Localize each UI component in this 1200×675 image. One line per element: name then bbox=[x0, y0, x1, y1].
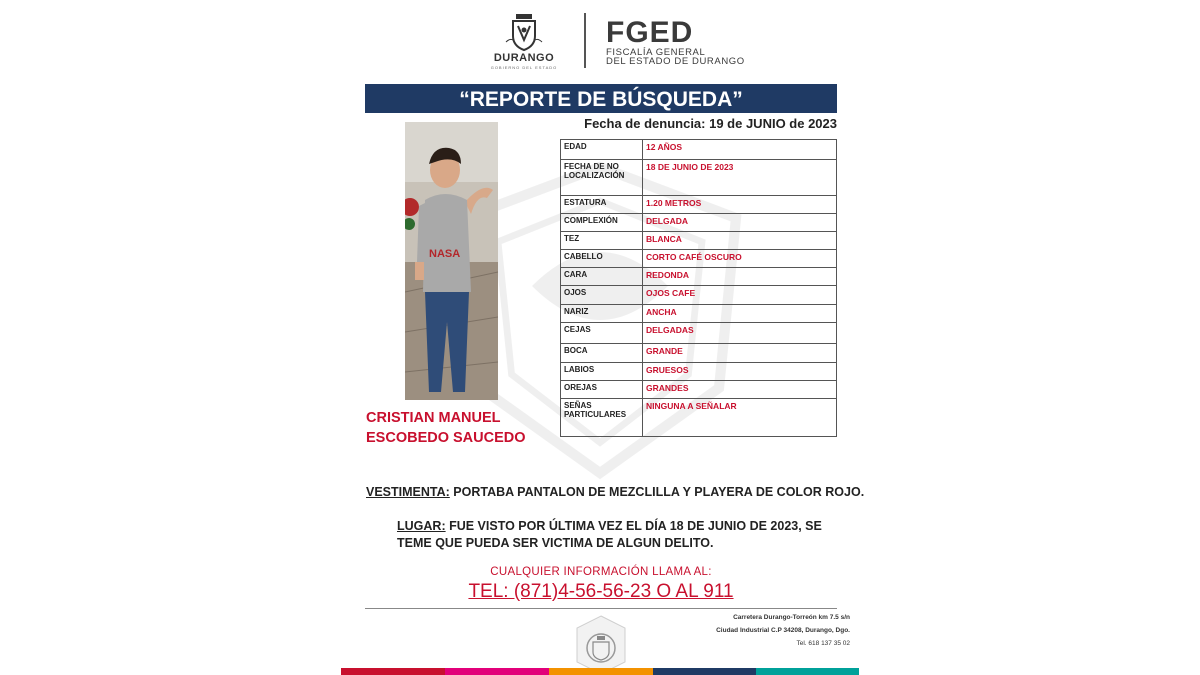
fged-title: FGED bbox=[606, 16, 694, 49]
durango-logo bbox=[478, 12, 570, 72]
table-row bbox=[561, 323, 837, 344]
footer-stripe-2 bbox=[445, 668, 549, 675]
row-label: FECHA DE NO LOCALIZACIÓN bbox=[561, 160, 643, 196]
complaint-date: Fecha de denuncia: 19 de JUNIO de 2023 bbox=[584, 116, 837, 131]
row-value: NINGUNA A SEÑALAR bbox=[643, 399, 837, 437]
row-value: DELGADAS bbox=[643, 323, 837, 344]
last-seen-description bbox=[397, 518, 842, 552]
table-row bbox=[561, 196, 837, 214]
footer-stripe-1 bbox=[341, 668, 445, 675]
person-photo-drawing bbox=[405, 122, 498, 400]
table-row bbox=[561, 160, 837, 196]
table-row bbox=[561, 140, 837, 160]
report-title-banner: “REPORTE DE BÚSQUEDA” bbox=[365, 84, 837, 113]
row-value: 12 AÑOS bbox=[643, 140, 837, 160]
row-label: EDAD bbox=[561, 140, 643, 160]
footer-stripe-4 bbox=[653, 668, 756, 675]
clothing-label: VESTIMENTA: bbox=[366, 485, 450, 499]
fged-subtitle-line1: FISCALÍA GENERAL bbox=[606, 47, 706, 58]
row-label: BOCA bbox=[561, 344, 643, 363]
footer-phone: Tel. 618 137 35 02 bbox=[796, 640, 850, 647]
name-line1: CRISTIAN MANUEL bbox=[366, 410, 501, 426]
table-row bbox=[561, 363, 837, 381]
durango-logo-name: DURANGO bbox=[493, 52, 555, 64]
row-label: LABIOS bbox=[561, 363, 643, 381]
row-value: GRUESOS bbox=[643, 363, 837, 381]
table-row bbox=[561, 286, 837, 305]
row-value: CORTO CAFÉ OSCURO bbox=[643, 250, 837, 268]
table-row bbox=[561, 268, 837, 286]
missing-person-name bbox=[366, 408, 526, 448]
clothing-text: PORTABA PANTALON DE MEZCLILLA Y PLAYERA DE COLOR ROJO. bbox=[449, 485, 865, 499]
row-value: GRANDES bbox=[643, 381, 837, 399]
footer-address-line2: Ciudad Industrial C.P 34208, Durango, Dgo. bbox=[716, 627, 850, 634]
row-label: OJOS bbox=[561, 286, 643, 305]
table-row bbox=[561, 232, 837, 250]
table-row bbox=[561, 381, 837, 399]
row-label: CEJAS bbox=[561, 323, 643, 344]
row-label: SEÑAS PARTICULARES bbox=[561, 399, 643, 437]
row-label: CABELLO bbox=[561, 250, 643, 268]
clothing-description bbox=[366, 485, 864, 499]
row-label: OREJAS bbox=[561, 381, 643, 399]
row-value: REDONDA bbox=[643, 268, 837, 286]
fged-subtitle-line2: DEL ESTADO DE DURANGO bbox=[606, 56, 745, 67]
row-label: ESTATURA bbox=[561, 196, 643, 214]
footer-address-line1: Carretera Durango-Torreón km 7.5 s/n bbox=[733, 614, 850, 621]
table-row bbox=[561, 250, 837, 268]
row-value: ANCHA bbox=[643, 305, 837, 323]
header-divider bbox=[584, 13, 586, 68]
row-label: COMPLEXIÓN bbox=[561, 214, 643, 232]
footer-stripe-5 bbox=[756, 668, 859, 675]
table-row bbox=[561, 214, 837, 232]
footer-divider bbox=[365, 608, 837, 609]
last-seen-label: LUGAR: bbox=[397, 519, 446, 533]
durango-crest-icon bbox=[504, 12, 544, 52]
table-row bbox=[561, 305, 837, 323]
row-value: 1.20 METROS bbox=[643, 196, 837, 214]
name-line2: ESCOBEDO SAUCEDO bbox=[366, 430, 526, 446]
missing-person-photo bbox=[405, 122, 498, 400]
last-seen-text: FUE VISTO POR ÚLTIMA VEZ EL DÍA 18 DE JUNIO DE 2023, SE TEME QUE PUEDA SER VICTIMA DE ALGUN DELITO. bbox=[397, 519, 822, 550]
row-label: TEZ bbox=[561, 232, 643, 250]
row-value: BLANCA bbox=[643, 232, 837, 250]
table-row bbox=[561, 399, 837, 437]
row-label: CARA bbox=[561, 268, 643, 286]
row-value: GRANDE bbox=[643, 344, 837, 363]
table-row bbox=[561, 344, 837, 363]
row-value: OJOS CAFE bbox=[643, 286, 837, 305]
description-table bbox=[560, 139, 837, 437]
contact-phone[interactable]: TEL: (871)4-56-56-23 O AL 911 bbox=[468, 581, 734, 602]
row-value: DELGADA bbox=[643, 214, 837, 232]
shirt-print: NASA bbox=[429, 248, 461, 260]
row-value: 18 DE JUNIO DE 2023 bbox=[643, 160, 837, 196]
footer-stripe-3 bbox=[549, 668, 653, 675]
durango-logo-sub: GOBIERNO DEL ESTADO bbox=[490, 65, 558, 70]
contact-info-prompt: CUALQUIER INFORMACIÓN LLAMA AL: bbox=[490, 566, 712, 578]
row-label: NARIZ bbox=[561, 305, 643, 323]
fged-seal-icon bbox=[573, 614, 629, 675]
